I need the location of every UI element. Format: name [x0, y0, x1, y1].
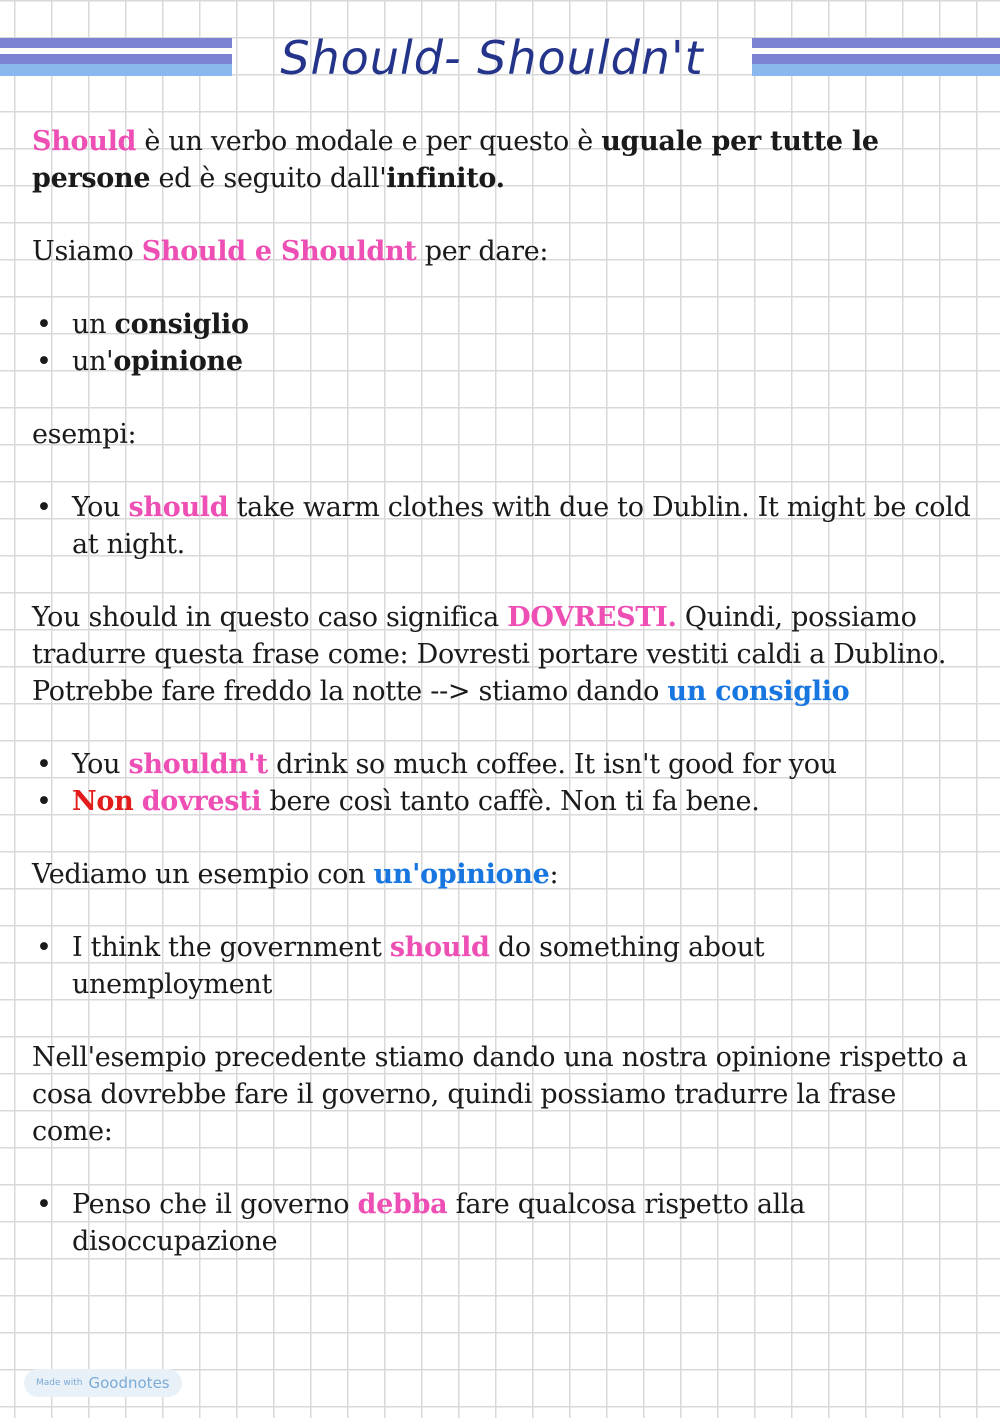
example-list-1 — [32, 489, 972, 563]
list-item: • Non dovresti bere così tanto caffè. Non ti fa bene. — [32, 783, 972, 820]
examples-label: esempi: — [32, 419, 137, 450]
goodnotes-badge: Made with Goodnotes — [24, 1369, 182, 1397]
page-title: Should- Shouldn't — [280, 31, 704, 85]
list-item: • You should take warm clothes with due to Dublin. It might be cold at night. — [32, 489, 972, 563]
list-item: • un consiglio — [32, 306, 972, 343]
list-item: • You shouldn't drink so much coffee. It isn't good for you — [32, 746, 972, 783]
title-decoration-left — [0, 38, 232, 76]
usage-paragraph: Usiamo Should e Shouldnt per dare: — [32, 236, 549, 267]
explanation-paragraph-1: You should in questo caso significa DOVRESTI. Quindi, possiamo tradurre questa frase come: Dovresti portare vestiti caldi a Dublino. Potrebbe fare freddo la notte --> stiamo dando un consiglio — [32, 602, 947, 707]
example-list-3 — [32, 929, 972, 1003]
list-item: • I think the government should do something about unemployment — [32, 929, 972, 1003]
title-decoration-right — [752, 38, 1000, 76]
note-content — [32, 123, 972, 1260]
example-list-4 — [32, 1186, 972, 1260]
opinion-intro: Vediamo un esempio con un'opinione: — [32, 859, 559, 890]
title-bar — [0, 31, 1000, 85]
list-item: • Penso che il governo debba fare qualcosa rispetto alla disoccupazione — [32, 1186, 972, 1260]
uses-list — [32, 306, 972, 380]
example-list-2 — [32, 746, 972, 820]
intro-paragraph: Should è un verbo modale e per questo è uguale per tutte le persone ed è seguito dall'infinito. — [32, 126, 879, 194]
list-item: • un'opinione — [32, 343, 972, 380]
explanation-paragraph-2: Nell'esempio precedente stiamo dando una nostra opinione rispetto a cosa dovrebbe fare il governo, quindi possiamo tradurre la frase come: — [32, 1042, 968, 1147]
